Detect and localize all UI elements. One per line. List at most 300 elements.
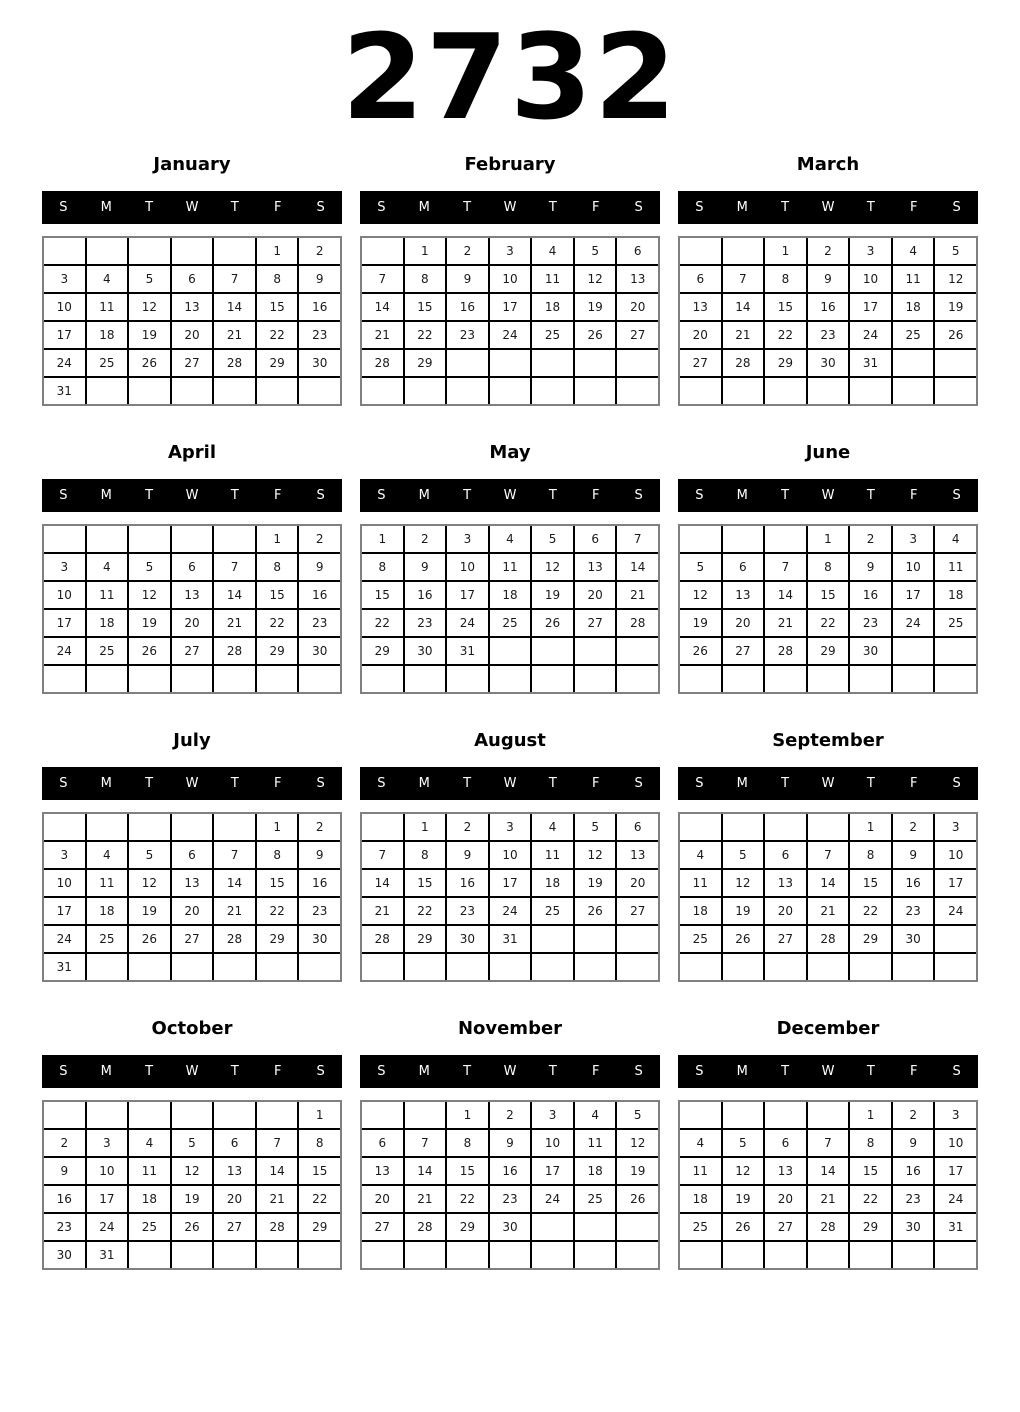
day-cell: 12 bbox=[723, 1158, 764, 1184]
empty-day-cell bbox=[87, 378, 128, 404]
empty-day-cell bbox=[87, 954, 128, 980]
empty-day-cell bbox=[617, 378, 658, 404]
day-cell: 22 bbox=[299, 1186, 340, 1212]
day-cell: 6 bbox=[765, 842, 806, 868]
day-cell: 6 bbox=[362, 1130, 403, 1156]
day-cell: 17 bbox=[44, 898, 85, 924]
day-cell: 16 bbox=[893, 1158, 934, 1184]
day-cell: 30 bbox=[405, 638, 446, 664]
day-cell: 6 bbox=[765, 1130, 806, 1156]
day-cell: 19 bbox=[723, 898, 764, 924]
day-cell: 10 bbox=[490, 266, 531, 292]
day-cell: 11 bbox=[575, 1130, 616, 1156]
day-cell: 11 bbox=[87, 870, 128, 896]
month-grid bbox=[42, 812, 342, 982]
day-cell: 13 bbox=[680, 294, 721, 320]
day-cell: 7 bbox=[765, 554, 806, 580]
weekday-label: S bbox=[316, 776, 325, 791]
day-cell: 27 bbox=[723, 638, 764, 664]
empty-day-cell bbox=[490, 350, 531, 376]
weekday-label: T bbox=[463, 200, 472, 215]
day-cell: 20 bbox=[765, 898, 806, 924]
day-cell: 9 bbox=[490, 1130, 531, 1156]
day-cell: 4 bbox=[532, 238, 573, 264]
day-cell: 17 bbox=[893, 582, 934, 608]
day-cell: 21 bbox=[808, 898, 849, 924]
empty-day-cell bbox=[172, 666, 213, 692]
day-cell: 3 bbox=[87, 1130, 128, 1156]
day-cell: 16 bbox=[299, 294, 340, 320]
empty-day-cell bbox=[447, 378, 488, 404]
day-cell: 13 bbox=[172, 294, 213, 320]
day-cell: 12 bbox=[172, 1158, 213, 1184]
day-cell: 11 bbox=[680, 870, 721, 896]
day-cell: 10 bbox=[87, 1158, 128, 1184]
month-grid bbox=[360, 524, 660, 694]
weekday-header bbox=[360, 479, 660, 512]
day-cell: 10 bbox=[935, 842, 976, 868]
empty-day-cell bbox=[680, 954, 721, 980]
day-cell: 12 bbox=[723, 870, 764, 896]
empty-day-cell bbox=[44, 814, 85, 840]
day-cell: 19 bbox=[617, 1158, 658, 1184]
day-cell: 7 bbox=[723, 266, 764, 292]
empty-day-cell bbox=[532, 638, 573, 664]
day-cell: 26 bbox=[575, 322, 616, 348]
weekday-header bbox=[42, 1055, 342, 1088]
empty-day-cell bbox=[808, 1242, 849, 1268]
day-cell: 5 bbox=[617, 1102, 658, 1128]
empty-day-cell bbox=[129, 814, 170, 840]
day-cell: 26 bbox=[680, 638, 721, 664]
day-cell: 3 bbox=[850, 238, 891, 264]
day-cell: 25 bbox=[935, 610, 976, 636]
empty-day-cell bbox=[257, 1102, 298, 1128]
day-cell: 9 bbox=[893, 1130, 934, 1156]
day-cell: 18 bbox=[680, 898, 721, 924]
empty-day-cell bbox=[362, 1242, 403, 1268]
weekday-label: S bbox=[316, 488, 325, 503]
day-cell: 30 bbox=[893, 926, 934, 952]
day-cell: 2 bbox=[447, 238, 488, 264]
day-cell: 15 bbox=[447, 1158, 488, 1184]
day-cell: 8 bbox=[257, 842, 298, 868]
day-cell: 27 bbox=[680, 350, 721, 376]
day-cell: 5 bbox=[129, 842, 170, 868]
day-cell: 5 bbox=[129, 266, 170, 292]
weekday-label: T bbox=[463, 488, 472, 503]
month-grid bbox=[360, 236, 660, 406]
day-cell: 28 bbox=[214, 926, 255, 952]
day-cell: 18 bbox=[532, 870, 573, 896]
day-cell: 28 bbox=[617, 610, 658, 636]
empty-day-cell bbox=[765, 1242, 806, 1268]
empty-day-cell bbox=[447, 954, 488, 980]
day-cell: 8 bbox=[257, 554, 298, 580]
empty-day-cell bbox=[362, 238, 403, 264]
weekday-label: F bbox=[591, 776, 600, 791]
day-cell: 14 bbox=[257, 1158, 298, 1184]
empty-day-cell bbox=[935, 666, 976, 692]
day-cell: 31 bbox=[850, 350, 891, 376]
day-cell: 19 bbox=[129, 898, 170, 924]
day-cell: 24 bbox=[44, 926, 85, 952]
day-cell: 3 bbox=[935, 1102, 976, 1128]
empty-day-cell bbox=[257, 954, 298, 980]
day-cell: 28 bbox=[214, 638, 255, 664]
day-cell: 25 bbox=[490, 610, 531, 636]
day-cell: 1 bbox=[299, 1102, 340, 1128]
weekday-header bbox=[678, 767, 978, 800]
empty-day-cell bbox=[44, 1102, 85, 1128]
weekday-label: S bbox=[634, 776, 643, 791]
day-cell: 22 bbox=[257, 322, 298, 348]
day-cell: 30 bbox=[299, 350, 340, 376]
day-cell: 25 bbox=[575, 1186, 616, 1212]
day-cell: 6 bbox=[172, 554, 213, 580]
empty-day-cell bbox=[532, 378, 573, 404]
day-cell: 24 bbox=[935, 1186, 976, 1212]
day-cell: 5 bbox=[680, 554, 721, 580]
month-block bbox=[360, 144, 660, 406]
empty-day-cell bbox=[405, 1242, 446, 1268]
empty-day-cell bbox=[808, 954, 849, 980]
weekday-label: S bbox=[695, 1064, 704, 1079]
day-cell: 4 bbox=[680, 842, 721, 868]
empty-day-cell bbox=[490, 1242, 531, 1268]
day-cell: 9 bbox=[808, 266, 849, 292]
day-cell: 14 bbox=[214, 294, 255, 320]
empty-day-cell bbox=[405, 1102, 446, 1128]
empty-day-cell bbox=[172, 526, 213, 552]
weekday-label: T bbox=[548, 1064, 557, 1079]
day-cell: 28 bbox=[257, 1214, 298, 1240]
weekday-label: F bbox=[273, 776, 282, 791]
day-cell: 19 bbox=[575, 870, 616, 896]
day-cell: 21 bbox=[362, 898, 403, 924]
empty-day-cell bbox=[490, 638, 531, 664]
weekday-label: T bbox=[230, 200, 239, 215]
empty-day-cell bbox=[935, 1242, 976, 1268]
empty-day-cell bbox=[490, 378, 531, 404]
weekday-label: F bbox=[591, 1064, 600, 1079]
empty-day-cell bbox=[723, 814, 764, 840]
day-cell: 7 bbox=[214, 554, 255, 580]
day-cell: 22 bbox=[765, 322, 806, 348]
month-grid bbox=[360, 1100, 660, 1270]
weekday-label: W bbox=[185, 488, 199, 503]
weekday-label: T bbox=[463, 1064, 472, 1079]
day-cell: 19 bbox=[935, 294, 976, 320]
day-cell: 28 bbox=[362, 926, 403, 952]
weekday-label: T bbox=[781, 1064, 790, 1079]
weekday-label: S bbox=[59, 776, 68, 791]
day-cell: 27 bbox=[172, 638, 213, 664]
day-cell: 17 bbox=[447, 582, 488, 608]
weekday-label: M bbox=[418, 1064, 430, 1079]
weekday-label: F bbox=[273, 200, 282, 215]
empty-day-cell bbox=[214, 378, 255, 404]
day-cell: 15 bbox=[405, 294, 446, 320]
empty-day-cell bbox=[214, 526, 255, 552]
empty-day-cell bbox=[575, 954, 616, 980]
day-cell: 28 bbox=[362, 350, 403, 376]
empty-day-cell bbox=[723, 238, 764, 264]
empty-day-cell bbox=[617, 1214, 658, 1240]
empty-day-cell bbox=[44, 666, 85, 692]
empty-day-cell bbox=[447, 666, 488, 692]
day-cell: 6 bbox=[172, 266, 213, 292]
month-block bbox=[678, 144, 978, 406]
day-cell: 9 bbox=[893, 842, 934, 868]
empty-day-cell bbox=[575, 926, 616, 952]
empty-day-cell bbox=[765, 1102, 806, 1128]
day-cell: 11 bbox=[935, 554, 976, 580]
day-cell: 31 bbox=[44, 378, 85, 404]
day-cell: 9 bbox=[44, 1158, 85, 1184]
day-cell: 18 bbox=[87, 898, 128, 924]
day-cell: 24 bbox=[850, 322, 891, 348]
empty-day-cell bbox=[680, 814, 721, 840]
empty-day-cell bbox=[532, 926, 573, 952]
day-cell: 24 bbox=[447, 610, 488, 636]
day-cell: 22 bbox=[257, 898, 298, 924]
month-title: October bbox=[151, 1018, 233, 1039]
day-cell: 29 bbox=[299, 1214, 340, 1240]
empty-day-cell bbox=[405, 378, 446, 404]
empty-day-cell bbox=[299, 954, 340, 980]
day-cell: 23 bbox=[850, 610, 891, 636]
day-cell: 19 bbox=[129, 322, 170, 348]
day-cell: 6 bbox=[617, 814, 658, 840]
weekday-label: F bbox=[591, 488, 600, 503]
day-cell: 25 bbox=[87, 638, 128, 664]
weekday-label: W bbox=[503, 200, 517, 215]
empty-day-cell bbox=[532, 954, 573, 980]
day-cell: 9 bbox=[299, 842, 340, 868]
day-cell: 12 bbox=[617, 1130, 658, 1156]
day-cell: 22 bbox=[850, 898, 891, 924]
day-cell: 17 bbox=[850, 294, 891, 320]
day-cell: 14 bbox=[808, 1158, 849, 1184]
day-cell: 23 bbox=[299, 610, 340, 636]
day-cell: 7 bbox=[214, 266, 255, 292]
empty-day-cell bbox=[362, 954, 403, 980]
day-cell: 25 bbox=[129, 1214, 170, 1240]
day-cell: 16 bbox=[893, 870, 934, 896]
day-cell: 21 bbox=[257, 1186, 298, 1212]
day-cell: 24 bbox=[87, 1214, 128, 1240]
empty-day-cell bbox=[214, 814, 255, 840]
year-title: 2732 bbox=[341, 8, 679, 146]
day-cell: 22 bbox=[405, 898, 446, 924]
weekday-label: M bbox=[418, 200, 430, 215]
empty-day-cell bbox=[765, 954, 806, 980]
day-cell: 31 bbox=[490, 926, 531, 952]
day-cell: 8 bbox=[405, 842, 446, 868]
empty-day-cell bbox=[617, 1242, 658, 1268]
empty-day-cell bbox=[617, 926, 658, 952]
empty-day-cell bbox=[172, 1102, 213, 1128]
weekday-label: F bbox=[909, 776, 918, 791]
day-cell: 12 bbox=[129, 294, 170, 320]
empty-day-cell bbox=[405, 954, 446, 980]
day-cell: 16 bbox=[490, 1158, 531, 1184]
day-cell: 26 bbox=[575, 898, 616, 924]
day-cell: 14 bbox=[362, 870, 403, 896]
month-grid bbox=[42, 236, 342, 406]
empty-day-cell bbox=[214, 954, 255, 980]
day-cell: 21 bbox=[362, 322, 403, 348]
day-cell: 30 bbox=[44, 1242, 85, 1268]
day-cell: 5 bbox=[575, 814, 616, 840]
weekday-label: S bbox=[316, 200, 325, 215]
empty-day-cell bbox=[723, 666, 764, 692]
empty-day-cell bbox=[723, 954, 764, 980]
day-cell: 20 bbox=[575, 582, 616, 608]
day-cell: 29 bbox=[447, 1214, 488, 1240]
day-cell: 1 bbox=[850, 1102, 891, 1128]
day-cell: 23 bbox=[447, 898, 488, 924]
month-title: July bbox=[173, 730, 211, 751]
month-title: August bbox=[474, 730, 546, 751]
weekday-label: T bbox=[230, 776, 239, 791]
weekday-label: F bbox=[591, 200, 600, 215]
month-title: April bbox=[167, 442, 217, 463]
empty-day-cell bbox=[129, 238, 170, 264]
empty-day-cell bbox=[850, 954, 891, 980]
day-cell: 3 bbox=[490, 814, 531, 840]
day-cell: 23 bbox=[44, 1214, 85, 1240]
day-cell: 27 bbox=[617, 898, 658, 924]
weekday-header bbox=[42, 191, 342, 224]
day-cell: 26 bbox=[129, 638, 170, 664]
day-cell: 12 bbox=[680, 582, 721, 608]
day-cell: 4 bbox=[893, 238, 934, 264]
day-cell: 13 bbox=[617, 266, 658, 292]
weekday-label: S bbox=[952, 488, 961, 503]
day-cell: 30 bbox=[850, 638, 891, 664]
day-cell: 13 bbox=[172, 582, 213, 608]
day-cell: 8 bbox=[808, 554, 849, 580]
empty-day-cell bbox=[575, 350, 616, 376]
empty-day-cell bbox=[680, 1102, 721, 1128]
weekday-label: S bbox=[377, 776, 386, 791]
day-cell: 21 bbox=[405, 1186, 446, 1212]
weekday-label: M bbox=[418, 776, 430, 791]
day-cell: 11 bbox=[87, 582, 128, 608]
day-cell: 2 bbox=[299, 526, 340, 552]
day-cell: 26 bbox=[532, 610, 573, 636]
empty-day-cell bbox=[172, 238, 213, 264]
empty-day-cell bbox=[362, 1102, 403, 1128]
day-cell: 8 bbox=[299, 1130, 340, 1156]
empty-day-cell bbox=[935, 954, 976, 980]
day-cell: 1 bbox=[808, 526, 849, 552]
weekday-label: W bbox=[821, 776, 835, 791]
weekday-header bbox=[360, 191, 660, 224]
empty-day-cell bbox=[87, 238, 128, 264]
day-cell: 6 bbox=[723, 554, 764, 580]
empty-day-cell bbox=[362, 666, 403, 692]
day-cell: 23 bbox=[893, 1186, 934, 1212]
day-cell: 24 bbox=[893, 610, 934, 636]
empty-day-cell bbox=[765, 378, 806, 404]
day-cell: 18 bbox=[575, 1158, 616, 1184]
day-cell: 26 bbox=[935, 322, 976, 348]
day-cell: 11 bbox=[87, 294, 128, 320]
weekday-label: T bbox=[230, 1064, 239, 1079]
day-cell: 25 bbox=[532, 322, 573, 348]
day-cell: 13 bbox=[214, 1158, 255, 1184]
day-cell: 30 bbox=[490, 1214, 531, 1240]
day-cell: 23 bbox=[299, 898, 340, 924]
day-cell: 1 bbox=[850, 814, 891, 840]
day-cell: 15 bbox=[850, 1158, 891, 1184]
weekday-label: M bbox=[100, 200, 112, 215]
day-cell: 29 bbox=[808, 638, 849, 664]
weekday-label: M bbox=[736, 776, 748, 791]
day-cell: 4 bbox=[935, 526, 976, 552]
day-cell: 27 bbox=[214, 1214, 255, 1240]
day-cell: 17 bbox=[44, 610, 85, 636]
weekday-label: S bbox=[59, 200, 68, 215]
day-cell: 17 bbox=[532, 1158, 573, 1184]
day-cell: 15 bbox=[257, 294, 298, 320]
weekday-label: T bbox=[548, 776, 557, 791]
weekday-label: W bbox=[503, 488, 517, 503]
weekday-label: M bbox=[100, 488, 112, 503]
months-grid bbox=[0, 144, 1020, 1270]
weekday-label: T bbox=[781, 776, 790, 791]
day-cell: 29 bbox=[850, 926, 891, 952]
day-cell: 10 bbox=[490, 842, 531, 868]
empty-day-cell bbox=[87, 526, 128, 552]
empty-day-cell bbox=[214, 1242, 255, 1268]
empty-day-cell bbox=[129, 666, 170, 692]
weekday-label: W bbox=[503, 776, 517, 791]
day-cell: 7 bbox=[808, 842, 849, 868]
day-cell: 12 bbox=[575, 842, 616, 868]
weekday-label: S bbox=[634, 200, 643, 215]
day-cell: 20 bbox=[172, 322, 213, 348]
weekday-label: S bbox=[377, 488, 386, 503]
weekday-label: T bbox=[866, 776, 875, 791]
day-cell: 11 bbox=[532, 842, 573, 868]
weekday-header bbox=[678, 1055, 978, 1088]
empty-day-cell bbox=[850, 378, 891, 404]
month-grid bbox=[42, 1100, 342, 1270]
day-cell: 2 bbox=[490, 1102, 531, 1128]
weekday-label: S bbox=[59, 1064, 68, 1079]
weekday-header bbox=[42, 767, 342, 800]
day-cell: 19 bbox=[723, 1186, 764, 1212]
day-cell: 2 bbox=[893, 814, 934, 840]
day-cell: 3 bbox=[447, 526, 488, 552]
empty-day-cell bbox=[532, 666, 573, 692]
empty-day-cell bbox=[935, 350, 976, 376]
empty-day-cell bbox=[765, 814, 806, 840]
day-cell: 29 bbox=[765, 350, 806, 376]
weekday-label: T bbox=[145, 1064, 154, 1079]
day-cell: 8 bbox=[850, 842, 891, 868]
weekday-label: F bbox=[909, 1064, 918, 1079]
empty-day-cell bbox=[680, 526, 721, 552]
day-cell: 22 bbox=[850, 1186, 891, 1212]
weekday-header bbox=[42, 479, 342, 512]
empty-day-cell bbox=[935, 926, 976, 952]
day-cell: 31 bbox=[447, 638, 488, 664]
